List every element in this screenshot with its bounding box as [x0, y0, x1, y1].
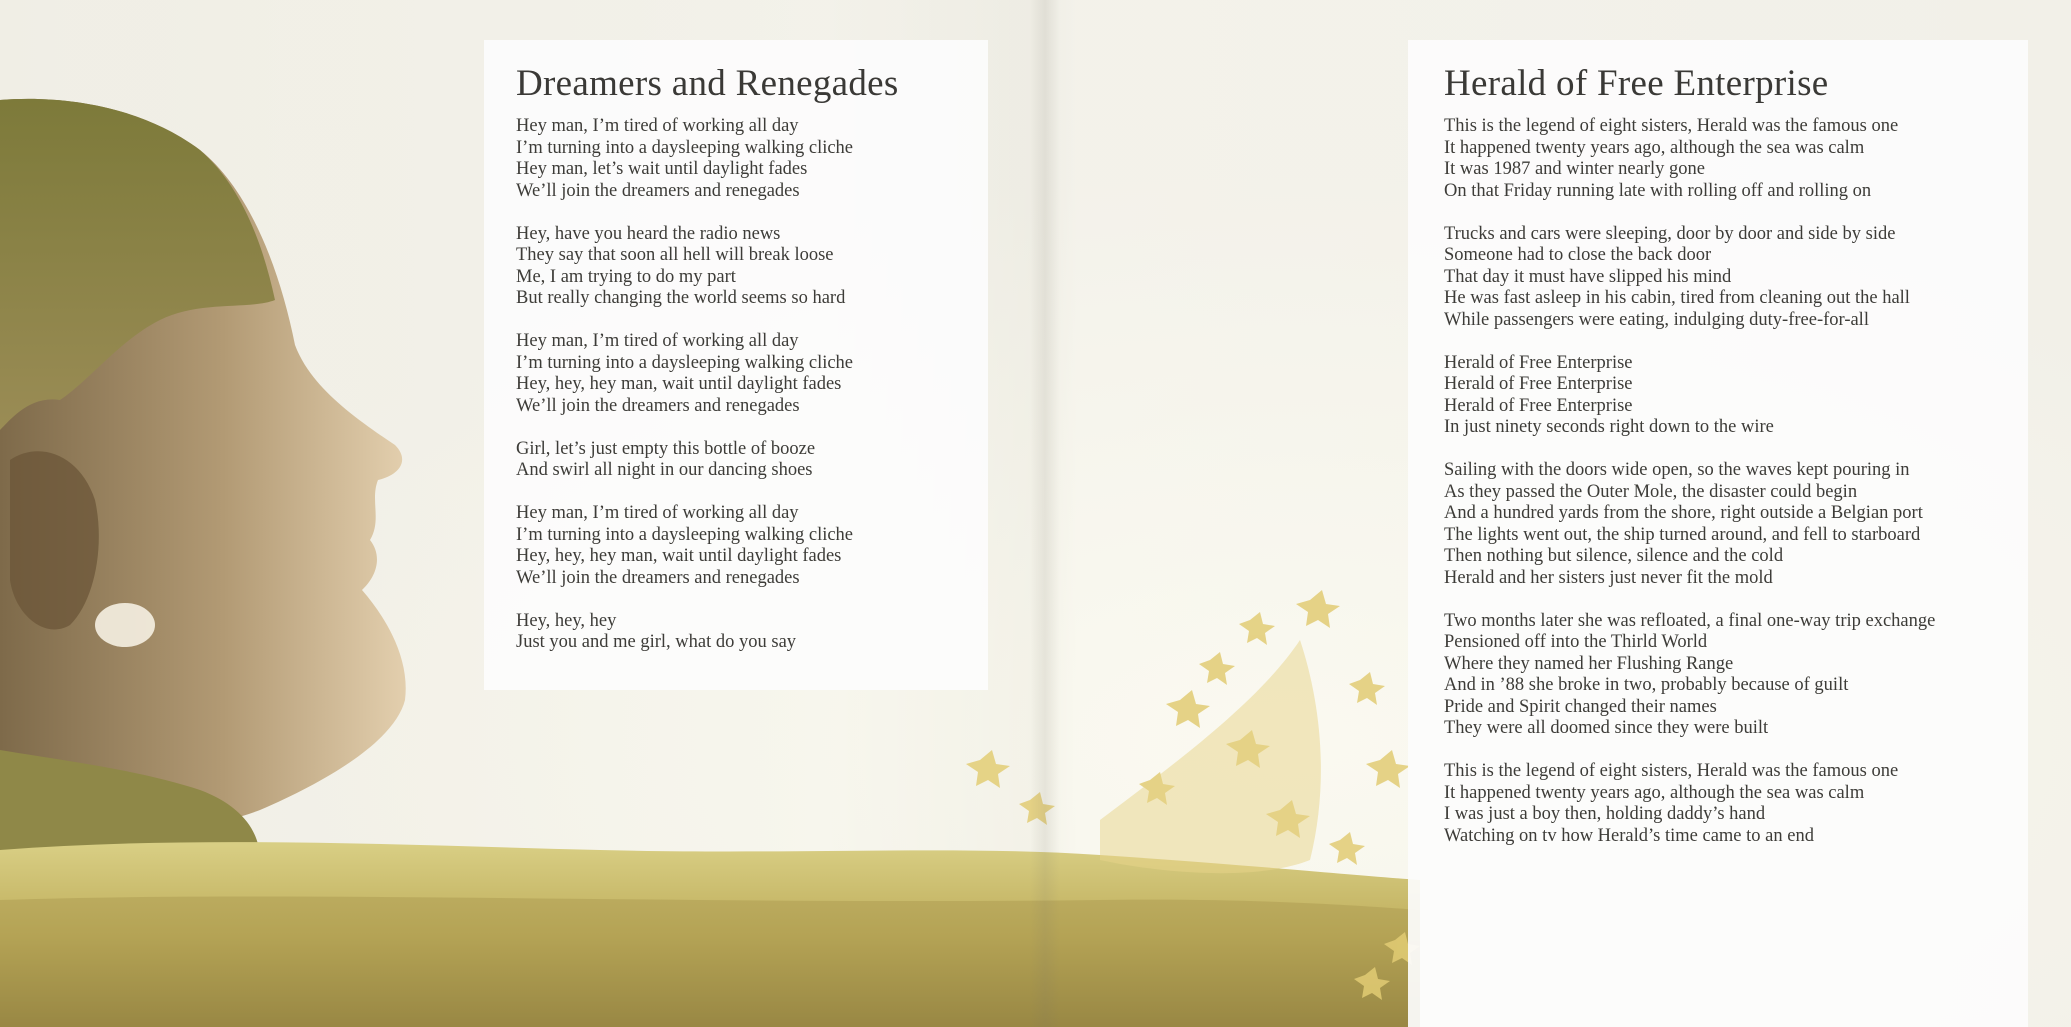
lyric-line: Hey man, I’m tired of working all day [516, 331, 799, 351]
lyric-line: It was 1987 and winter nearly gone [1444, 159, 1705, 179]
lyric-line: I’m turning into a daysleeping walking cliche [516, 352, 854, 373]
lyric-line: This is the legend of eight sisters, Herald was the famous one [1444, 761, 1899, 781]
lyric-line: He was fast asleep in his cabin, tired from cleaning out the hall [1444, 288, 1910, 308]
booklet-fold [1030, 0, 1060, 1027]
lyric-line: Then nothing but silence, silence and the cold [1444, 546, 1784, 566]
lyric-line: As they passed the Outer Mole, the disaster could begin [1444, 481, 1858, 502]
stanza [516, 331, 988, 417]
lyric-line: While passengers were eating, indulging duty-free-for-all [1444, 309, 1869, 330]
stanza [1444, 116, 2028, 202]
lyric-line: We’ll join the dreamers and renegades [516, 567, 800, 588]
lyric-line: Hey, have you heard the radio news [516, 223, 781, 244]
lyric-line: Just you and me girl, what do you say [516, 632, 797, 652]
lyric-line: I was just a boy then, holding daddy’s hand [1444, 804, 1766, 824]
lyric-line: We’ll join the dreamers and renegades [516, 395, 800, 416]
lyric-line: Hey man, I’m tired of working all day [516, 503, 799, 523]
stanza [516, 224, 988, 310]
lyrics-panel-right [1408, 40, 2028, 1027]
lyric-line: Hey man, I’m tired of working all day [516, 116, 799, 136]
lyric-line: Pride and Spirit changed their names [1444, 696, 1717, 717]
lyric-line: Pensioned off into the Thirld World [1444, 632, 1708, 652]
stanza [1444, 761, 2028, 847]
lyric-line: Herald of Free Enterprise [1444, 352, 1633, 373]
lyric-line: And in ’88 she broke in two, probably because of guilt [1444, 675, 1849, 695]
ear-highlight [95, 603, 155, 647]
lyric-line: On that Friday running late with rolling off and rolling on [1444, 180, 1872, 201]
lyric-line: Watching on tv how Herald’s time came to an end [1444, 825, 1814, 846]
stanza [1444, 224, 2028, 332]
lyric-line: This is the legend of eight sisters, Herald was the famous one [1444, 116, 1899, 136]
lyric-line: Where they named her Flushing Range [1444, 653, 1734, 674]
lyrics-panel-left [484, 40, 988, 690]
grass-texture [0, 896, 1420, 1027]
lyric-line: Girl, let’s just empty this bottle of booze [516, 438, 816, 459]
lyric-line: I’m turning into a daysleeping walking cliche [516, 137, 854, 158]
lyric-line: It happened twenty years ago, although the sea was calm [1444, 137, 1865, 158]
lyric-line: Someone had to close the back door [1444, 245, 1712, 265]
stanza [516, 439, 988, 482]
lyric-line: But really changing the world seems so hard [516, 288, 846, 308]
lyric-line: We’ll join the dreamers and renegades [516, 180, 800, 201]
lyric-line: Hey, hey, hey [516, 610, 617, 631]
lyrics [516, 116, 988, 654]
lyric-line: Hey man, let’s wait until daylight fades [516, 159, 808, 179]
lyric-line: Hey, hey, hey man, wait until daylight fades [516, 546, 842, 566]
stanza [516, 503, 988, 589]
song-title: Dreamers and Renegades [516, 63, 899, 104]
lyric-line: I’m turning into a daysleeping walking cliche [516, 524, 854, 545]
lyric-line: Herald of Free Enterprise [1444, 374, 1633, 394]
lyric-line: In just ninety seconds right down to the wire [1444, 417, 1774, 437]
lyric-line: It happened twenty years ago, although the sea was calm [1444, 782, 1865, 803]
lyric-line: Me, I am trying to do my part [516, 266, 736, 287]
lyrics [1444, 116, 2028, 847]
lyric-line: That day it must have slipped his mind [1444, 266, 1732, 287]
lyric-line: They say that soon all hell will break loose [516, 245, 834, 265]
lyric-line: Hey, hey, hey man, wait until daylight fades [516, 374, 842, 394]
lyric-line: Herald of Free Enterprise [1444, 395, 1633, 416]
lyric-line: They were all doomed since they were built [1444, 718, 1769, 738]
song-title: Herald of Free Enterprise [1444, 63, 1829, 104]
lyric-line: Trucks and cars were sleeping, door by door and side by side [1444, 223, 1896, 244]
lyric-line: And swirl all night in our dancing shoes [516, 460, 813, 480]
stanza [516, 116, 988, 202]
lyric-line: Two months later she was refloated, a final one-way trip exchange [1444, 610, 1936, 631]
lyric-line: Herald and her sisters just never fit the mold [1444, 567, 1773, 588]
stanza [1444, 460, 2028, 589]
stanza [1444, 611, 2028, 740]
lyric-line: Sailing with the doors wide open, so the waves kept pouring in [1444, 460, 1910, 480]
lyric-line: And a hundred yards from the shore, right outside a Belgian port [1444, 503, 1923, 523]
stanza [516, 611, 988, 654]
lyric-line: The lights went out, the ship turned around, and fell to starboard [1444, 524, 1921, 545]
stanza [1444, 353, 2028, 439]
